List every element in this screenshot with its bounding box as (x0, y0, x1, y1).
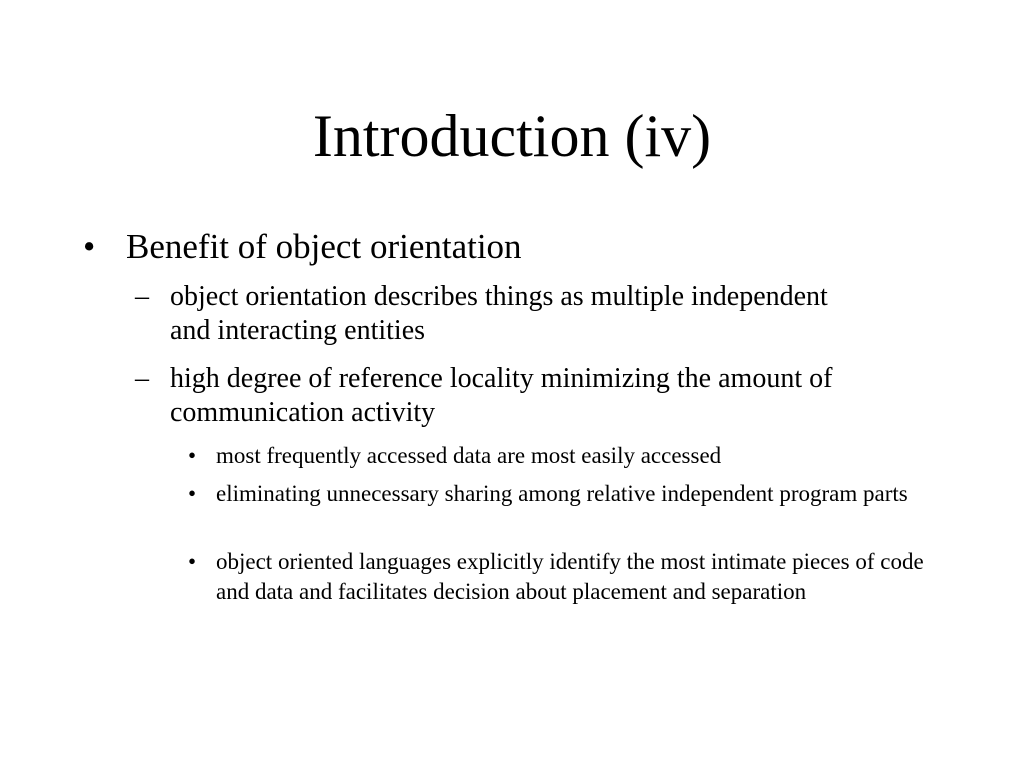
bullet-text: object orientation describes things as multiple independent and interacting entities (170, 281, 828, 346)
bullet-text: object oriented languages explicitly identify the most intimate pieces of code and data and facilitates decision about placement and separation (216, 549, 924, 604)
dash-marker: – (135, 363, 149, 394)
bullet-level1 (83, 226, 522, 268)
bullet-marker: • (188, 549, 197, 574)
bullet-text: Benefit of object orientation (126, 227, 522, 266)
bullet-level3 (188, 441, 931, 471)
slide-title: Introduction (iv) (312, 103, 712, 169)
bullet-text: eliminating unnecessary sharing among relative independent program parts (216, 481, 908, 506)
bullet-marker: • (83, 227, 96, 266)
bullet-marker: • (188, 443, 197, 468)
bullet-level2 (135, 362, 860, 430)
bullet-text: most frequently accessed data are most easily accessed (216, 443, 722, 468)
dash-marker: – (135, 281, 149, 312)
bullet-level2 (135, 280, 860, 348)
bullet-level3 (188, 547, 931, 607)
bullet-marker: • (188, 481, 197, 506)
bullet-text: high degree of reference locality minimizing the amount of communication activity (170, 363, 833, 428)
bullet-level3 (188, 479, 931, 509)
